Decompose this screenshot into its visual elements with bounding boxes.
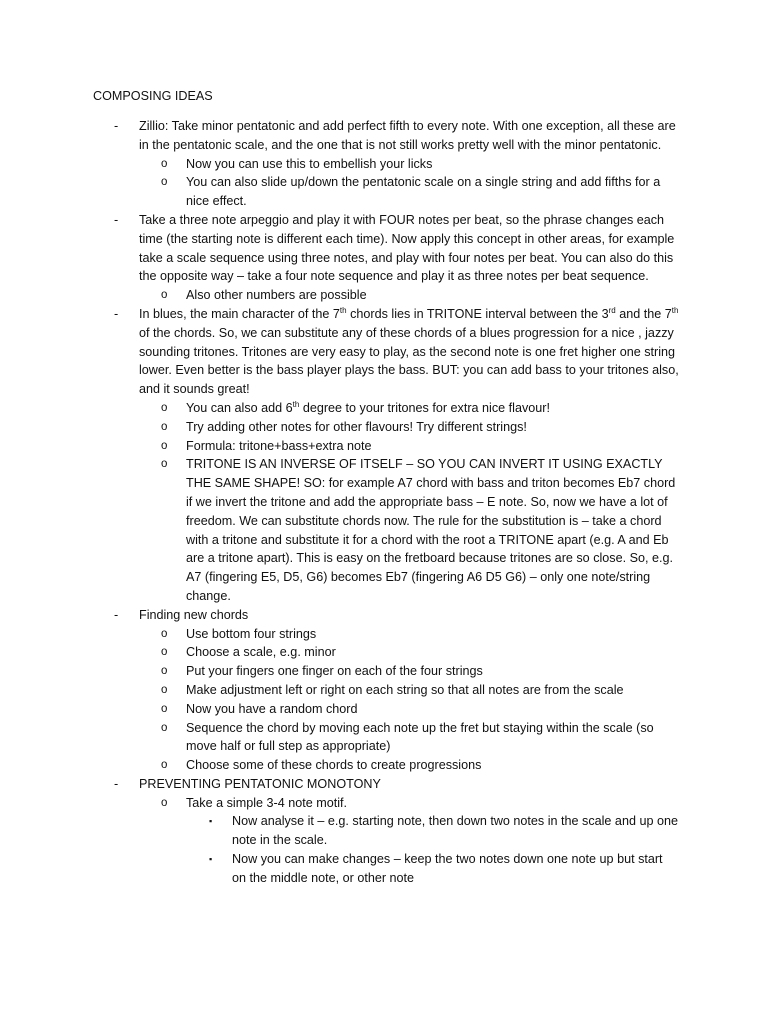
circle-bullet: o — [161, 289, 168, 302]
circle-bullet: o — [161, 759, 168, 772]
sub-list-item — [0, 681, 679, 700]
sub-list-item-text: TRITONE IS AN INVERSE OF ITSELF – SO YOU CAN INVERT IT USING EXACTLY THE SAME SHAPE! SO: for example A7 chord with bass and triton becomes Eb7 chord if we invert the tritone and add the appropriate bass – E note. So, now we have a lot of freedom. We can substitute chords now. The rule for the substitution is – take a chord with a tritone and substitute it for a chord with the root a TRITONE apart (e.g. A and Eb are a tritone apart). This is easy on the fretboard because tritones are so close. So, e.g. A7 (fingering E5, D5, G6) becomes Eb7 (fingering A6 D5 G6) – only one note/string change. — [186, 457, 676, 603]
sub-list-item-text: Try adding other notes for other flavours! Try different strings! — [186, 419, 527, 434]
list-item-arpeggio — [0, 211, 679, 286]
circle-bullet: o — [161, 176, 168, 189]
sub-list-item-text: Now you can use this to embellish your licks — [186, 156, 433, 171]
sub-list-item-text: Now you have a random chord — [186, 701, 358, 716]
sub-list-item — [0, 719, 679, 757]
sub-list-item-text: Use bottom four strings — [186, 626, 317, 641]
sub-list-item-text: Take a simple 3-4 note motif. — [186, 795, 347, 810]
list-item-text: Take a three note arpeggio and play it with FOUR notes per beat, so the phrase changes each time (the starting note is different each time). Now apply this concept in other areas, for example take a scale sequence using three notes, and play with four notes per beat. You can also do this the opposite way – take a four note sequence and play it as three notes per beat sequence. — [139, 212, 675, 284]
sub-list-item-text: Sequence the chord by moving each note up the fret but staying within the scale (so move half or full step as appropriate) — [186, 720, 654, 754]
circle-bullet: o — [161, 683, 168, 696]
sub-list-item — [0, 756, 679, 775]
sub-list-item-text: Put your fingers one finger on each of the four strings — [186, 664, 483, 679]
sub-list-item — [0, 662, 679, 681]
sub-list-item — [0, 643, 679, 662]
circle-bullet: o — [161, 721, 168, 734]
dash-bullet: - — [114, 607, 119, 622]
circle-bullet: o — [161, 157, 168, 170]
sub-list-item-text: You can also slide up/down the pentatonic scale on a single string and add fifths for a nice effect. — [186, 175, 661, 209]
dash-bullet: - — [114, 776, 119, 791]
sub-list-item-text: Also other numbers are possible — [186, 288, 367, 303]
square-bullet: ▪ — [209, 854, 213, 865]
square-bullet: ▪ — [209, 816, 213, 827]
circle-bullet: o — [161, 420, 168, 433]
list-item-text: Finding new chords — [139, 607, 249, 622]
list-item-finding-chords — [0, 606, 679, 625]
sub-list-item — [0, 155, 679, 174]
sub-list-item — [0, 286, 679, 305]
list-item-zillio — [0, 117, 679, 155]
sub-list-item-text: Formula: tritone+bass+extra note — [186, 438, 372, 453]
circle-bullet: o — [161, 665, 168, 678]
circle-bullet: o — [161, 401, 168, 414]
circle-bullet: o — [161, 702, 168, 715]
sub-list-item — [0, 399, 679, 418]
list-item-pentatonic-monotony — [0, 775, 679, 794]
sub-list-item-text: Choose a scale, e.g. minor — [186, 645, 336, 660]
circle-bullet: o — [161, 458, 168, 471]
sub-sub-list-item-text: Now you can make changes – keep the two notes down one note up but start on the middle note, or other note — [232, 852, 663, 885]
sub-list-item-text: Make adjustment left or right on each string so that all notes are from the scale — [186, 682, 624, 697]
list-item-text: PREVENTING PENTATONIC MONOTONY — [139, 776, 381, 791]
circle-bullet: o — [161, 646, 168, 659]
page-title: COMPOSING IDEAS — [93, 89, 213, 103]
dash-bullet: - — [114, 306, 119, 321]
sub-sub-list-item — [0, 850, 678, 888]
list-item-text: In blues, the main character of the 7th chords lies in TRITONE interval between the 3rd and the 7th of the chords. So, we can substitute any of these chords of a blues progression for a nice , jazzy sounding tritones. Tritones are very easy to play, as the second note is one fret higher one string lower. Even better is the bass player plays the bass. BUT: you can add bass to your tritones also, and it sounds great! — [139, 305, 679, 397]
sub-list-item — [0, 700, 679, 719]
circle-bullet: o — [161, 796, 168, 809]
sub-list-item — [0, 418, 679, 437]
notes-list — [0, 117, 768, 888]
circle-bullet: o — [161, 439, 168, 452]
sub-list-item — [0, 455, 679, 605]
dash-bullet: - — [114, 212, 119, 227]
sub-list-item — [0, 437, 679, 456]
sub-list-item — [0, 173, 679, 211]
list-item-text: Zillio: Take minor pentatonic and add perfect fifth to every note. With one exception, all these are in the pentatonic scale, and the one that is not still works pretty well with the minor pentatonic. — [139, 119, 676, 152]
circle-bullet: o — [161, 627, 168, 640]
list-item-blues-tritone — [0, 305, 679, 399]
sub-list-item — [0, 625, 679, 644]
sub-list-item-text: You can also add 6th degree to your tritones for extra nice flavour! — [186, 399, 550, 415]
sub-sub-list-item-text: Now analyse it – e.g. starting note, then down two notes in the scale and up one note in the scale. — [232, 814, 678, 848]
dash-bullet: - — [114, 119, 119, 133]
sub-list-item-text: Choose some of these chords to create progressions — [186, 758, 482, 773]
sub-list-item — [0, 794, 679, 813]
sub-sub-list-item — [0, 812, 678, 850]
